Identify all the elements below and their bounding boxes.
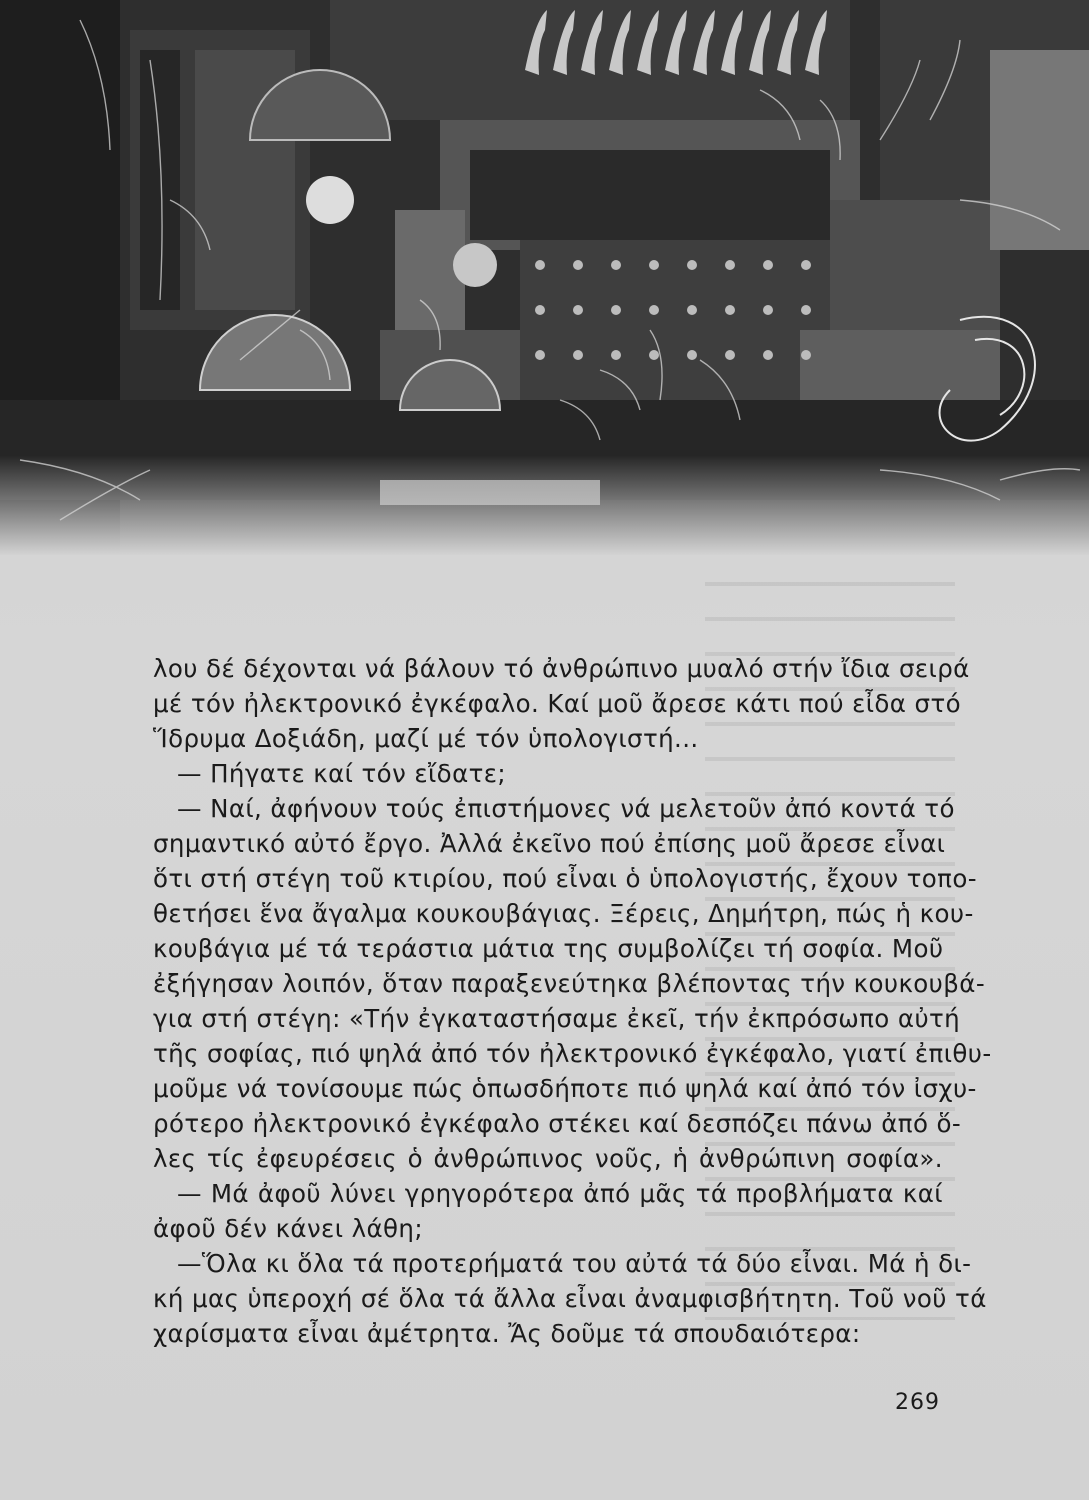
text-line: λες τίς ἐφευρέσεις ὁ ἀνθρώπινος νοῦς, ἡ ἀνθρώπινη σοφία». (153, 1144, 943, 1173)
text-line: λου δέ δέχονται νά βάλουν τό ἀνθρώπινο μυαλό στήν ἴδια σειρά (153, 654, 970, 683)
body-text (153, 651, 992, 1351)
text-line: — Πήγατε καί τόν εἴδατε; (177, 759, 507, 788)
text-line: ἐξήγησαν λοιπόν, ὅταν παραξενεύτηκα βλέποντας τήν κουκουβά- (153, 969, 986, 998)
text-line: τῆς σοφίας, πιό ψηλά ἀπό τόν ἠλεκτρονικό ἐγκέφαλο, γιατί ἐπιθυ- (153, 1039, 992, 1068)
page-number: 269 (895, 1390, 940, 1415)
text-line: κή μας ὑπεροχή σέ ὅλα τά ἄλλα εἶναι ἀναμφισβήτητη. Τοῦ νοῦ τά (153, 1284, 987, 1313)
text-line: — Μά ἀφοῦ λύνει γρηγορότερα ἀπό μᾶς τά προβλήματα καί (177, 1179, 943, 1208)
text-line: θετήσει ἕνα ἄγαλμα κουκουβάγιας. Ξέρεις, Δημήτρη, πώς ἡ κου- (153, 899, 974, 928)
text-line: ἀφοῦ δέν κάνει λάθη; (153, 1214, 423, 1243)
machinery-illustration-icon (0, 0, 1089, 555)
text-line: μέ τόν ἠλεκτρονικό ἐγκέφαλο. Καί μοῦ ἄρεσε κάτι πού εἶδα στό (153, 689, 962, 718)
text-line: Ἵδρυμα Δοξιάδη, μαζί μέ τόν ὑπολογιστή... (153, 724, 699, 753)
text-line: μοῦμε νά τονίσουμε πώς ὁπωσδήποτε πιό ψηλά καί ἀπό τόν ἰσχυ- (153, 1074, 977, 1103)
text-line: χαρίσματα εἶναι ἀμέτρητα. Ἄς δοῦμε τά σπουδαιότερα: (153, 1319, 861, 1348)
text-line: κουβάγια μέ τά τεράστια μάτια της συμβολίζει τή σοφία. Μοῦ (153, 934, 944, 963)
text-line: —Ὅλα κι ὅλα τά προτερήματά του αὐτά τά δύο εἶναι. Μά ἡ δι- (177, 1249, 972, 1278)
text-line: για στή στέγη: «Τήν ἐγκαταστήσαμε ἐκεῖ, τήν ἐκπρόσωπο αὐτή (153, 1004, 961, 1033)
machinery-illustration (0, 0, 1089, 555)
text-line: ρότερο ἠλεκτρονικό ἐγκέφαλο στέκει καί δεσπόζει πάνω ἀπό ὅ- (153, 1109, 962, 1138)
text-line: — Ναί, ἀφήνουν τούς ἐπιστήμονες νά μελετοῦν ἀπό κοντά τό (177, 794, 955, 823)
text-line: σημαντικό αὐτό ἔργο. Ἀλλά ἐκεῖνο πού ἐπίσης μοῦ ἄρεσε εἶναι (153, 829, 946, 858)
text-line: ὅτι στή στέγη τοῦ κτιρίου, πού εἶναι ὁ ὑπολογιστής, ἔχουν τοπο- (153, 864, 977, 893)
